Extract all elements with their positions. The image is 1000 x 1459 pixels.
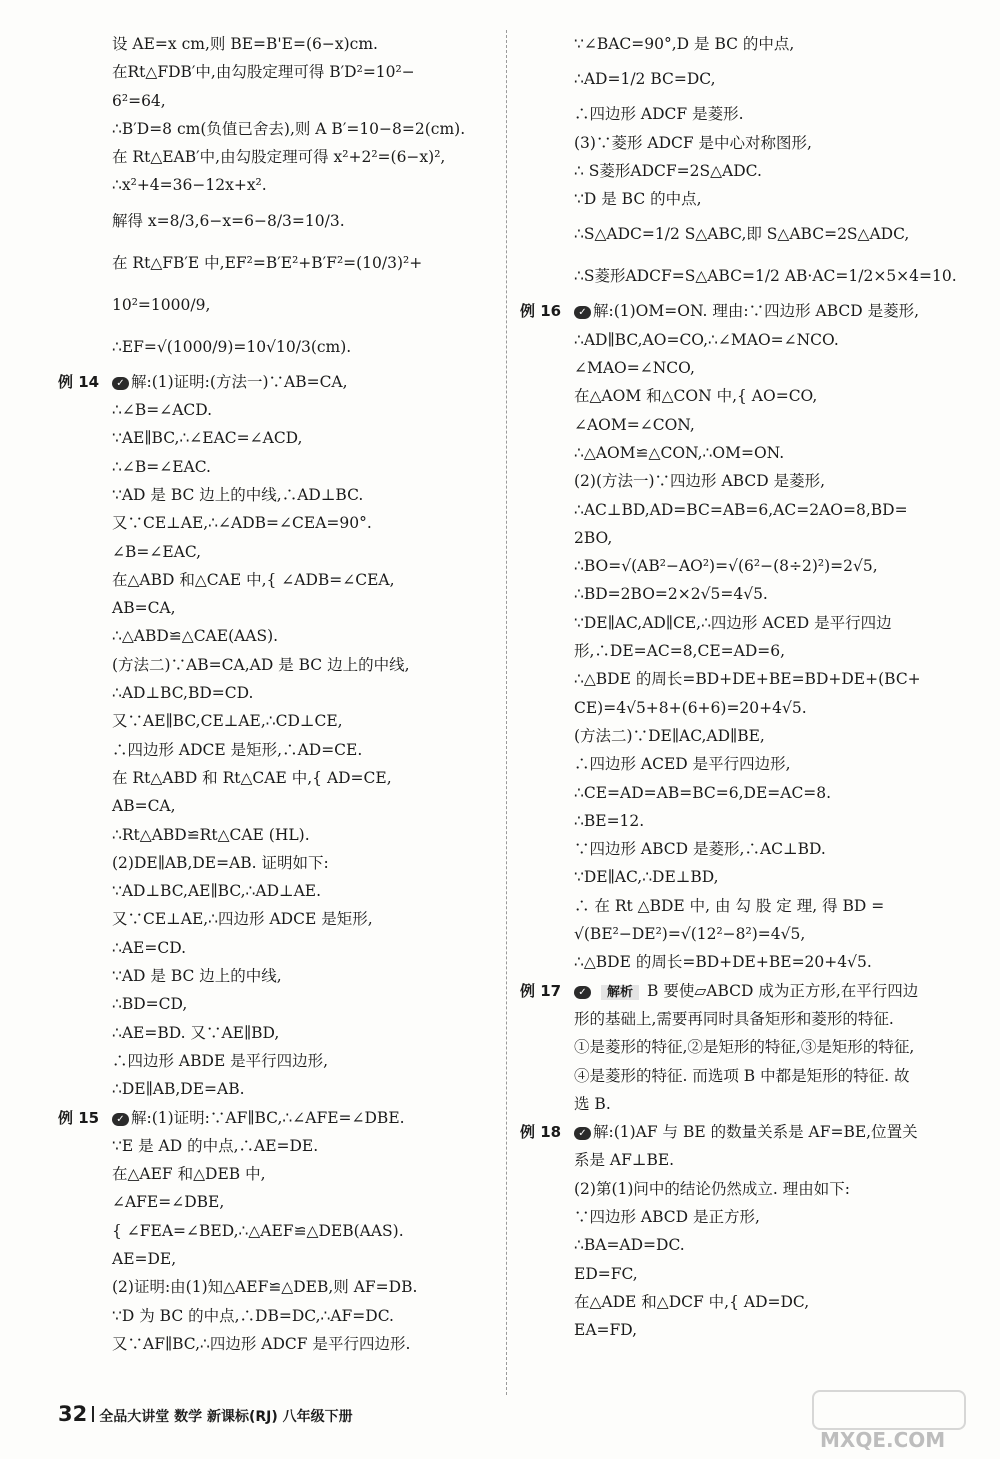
solution-line xyxy=(58,326,498,368)
solution-text: ∴四边形 ABDE 是平行四边形, xyxy=(112,1051,329,1070)
solution-text: ∠MAO=∠NCO, xyxy=(574,359,695,378)
solution-line xyxy=(520,1146,965,1174)
solution-text: (方法二)∵AB=CA,AD 是 BC 边上的中线, xyxy=(112,655,410,674)
solution-text: ∴CE=AD=AB=BC=6,DE=AC=8. xyxy=(574,783,832,802)
solution-line xyxy=(520,694,965,722)
solution-text-wrap xyxy=(58,712,343,730)
left-column xyxy=(58,30,498,1358)
solution-text-wrap xyxy=(58,1109,405,1127)
solution-text: √(BE²−DE²)=√(12²−8²)=4√5, xyxy=(574,925,806,944)
solution-line xyxy=(520,439,965,467)
solution-text-wrap xyxy=(520,225,909,243)
column-divider xyxy=(506,30,507,1395)
solution-line xyxy=(58,424,498,452)
solution-text-wrap xyxy=(58,656,410,674)
solution-text-wrap xyxy=(58,684,253,702)
solution-text-wrap xyxy=(58,769,392,787)
solution-text-wrap xyxy=(58,627,278,645)
solution-line xyxy=(520,580,965,608)
solution-text-wrap xyxy=(520,416,695,434)
solution-text-wrap xyxy=(58,35,378,53)
solution-text-wrap xyxy=(58,176,267,194)
solution-text-wrap xyxy=(520,331,839,349)
check-icon: ✓ xyxy=(112,377,129,390)
solution-text: 设 AE=x cm,则 BE=B'E=(6−x)cm. xyxy=(112,35,378,53)
solution-line xyxy=(58,934,498,962)
solution-text-wrap xyxy=(520,614,892,632)
solution-text-wrap xyxy=(58,826,310,844)
solution-line xyxy=(520,1316,965,1344)
solution-text: 系是 AF⊥BE. xyxy=(574,1151,675,1170)
page-number: 32 xyxy=(58,1402,88,1426)
example-label: 例 15 xyxy=(58,1108,100,1127)
solution-text-wrap xyxy=(520,35,794,53)
solution-text-wrap xyxy=(58,797,176,815)
solution-text: ∴BE=12. xyxy=(574,811,645,830)
example-heading-line xyxy=(520,297,965,325)
solution-text: (2)证明:由(1)知△AEF≌△DEB,则 AF=DB. xyxy=(112,1278,418,1297)
solution-line xyxy=(58,877,498,905)
solution-line xyxy=(520,552,965,580)
solution-text: 解:(1)AF 与 BE 的数量关系是 AF=BE,位置关 xyxy=(593,1123,918,1142)
solution-line xyxy=(520,1231,965,1259)
solution-text: ∴AD⊥BC,BD=CD. xyxy=(112,684,254,703)
solution-text: ∵D 为 BC 的中点,∴DB=DC,∴AF=DC. xyxy=(112,1306,394,1325)
example-label: 例 16 xyxy=(520,302,562,321)
solution-line xyxy=(58,1217,498,1245)
solution-line xyxy=(520,1033,965,1061)
solution-text: ∴ S菱形ADCF=2S△ADC. xyxy=(574,161,762,180)
solution-line xyxy=(58,990,498,1018)
solution-text-wrap xyxy=(58,92,166,110)
solution-text-wrap xyxy=(520,359,695,377)
solution-line xyxy=(520,354,965,382)
solution-line xyxy=(58,1047,498,1075)
check-icon: ✓ xyxy=(574,306,591,319)
solution-text: ∵AE∥BC,∴∠EAC=∠ACD, xyxy=(112,429,303,448)
solution-text-wrap xyxy=(58,910,373,928)
solution-text-wrap xyxy=(58,120,465,138)
solution-text-wrap xyxy=(58,254,422,272)
solution-line xyxy=(58,1075,498,1103)
solution-text-wrap xyxy=(520,557,878,575)
solution-text-wrap xyxy=(58,1052,328,1070)
solution-line xyxy=(58,87,498,115)
solution-text-wrap xyxy=(520,1151,674,1169)
solution-line xyxy=(520,863,965,891)
solution-line xyxy=(58,284,498,326)
solution-line xyxy=(520,920,965,948)
solution-text: AB=CA, xyxy=(112,797,176,816)
solution-text: ∴BA=AD=DC. xyxy=(574,1236,685,1255)
solution-text: AB=CA, xyxy=(112,599,176,618)
solution-text: 形的基础上,需要再同时具备矩形和菱形的特征. xyxy=(574,1009,894,1028)
solution-text-wrap xyxy=(520,1236,685,1254)
solution-text-wrap xyxy=(520,840,826,858)
solution-text-wrap xyxy=(58,1278,417,1296)
solution-text-wrap xyxy=(58,1335,410,1353)
solution-text-wrap xyxy=(58,212,345,230)
solution-text: 在△ADE 和△DCF 中,{ AD=DC, xyxy=(574,1292,810,1311)
solution-text-wrap xyxy=(520,105,744,123)
solution-text: ∴S菱形ADCF=S△ABC=1/2 AB·AC=1/2×5×4=10. xyxy=(574,267,957,286)
example-heading-line xyxy=(58,368,498,396)
solution-text-wrap xyxy=(520,1067,909,1085)
solution-text-wrap xyxy=(58,1137,318,1155)
solution-text-wrap xyxy=(520,953,872,971)
solution-text: ∵AD 是 BC 边上的中线,∴AD⊥BC. xyxy=(112,485,364,504)
solution-line xyxy=(58,1245,498,1273)
solution-text-wrap xyxy=(520,1293,809,1311)
solution-text-wrap xyxy=(58,458,211,476)
solution-line xyxy=(520,1005,965,1033)
solution-text: 在△AEF 和△DEB 中, xyxy=(112,1165,266,1184)
solution-text-wrap xyxy=(58,854,329,872)
solution-text-wrap xyxy=(520,755,791,773)
solution-line xyxy=(520,30,965,58)
solution-line xyxy=(58,849,498,877)
solution-text: 在 Rt△ABD 和 Rt△CAE 中,{ AD=CE, xyxy=(112,768,392,787)
solution-line xyxy=(520,157,965,185)
solution-line xyxy=(520,326,965,354)
solution-line xyxy=(520,665,965,693)
solution-text: 选 B. xyxy=(574,1094,611,1113)
solution-line xyxy=(58,1160,498,1188)
solution-line xyxy=(58,200,498,242)
solution-text: ∵AD⊥BC,AE∥BC,∴AD⊥AE. xyxy=(112,882,322,901)
solution-line xyxy=(520,722,965,750)
solution-text: 10²=1000/9, xyxy=(112,295,211,314)
solution-line xyxy=(58,707,498,735)
solution-text: EA=FD, xyxy=(574,1321,638,1340)
example-label: 例 18 xyxy=(520,1123,562,1142)
solution-text-wrap xyxy=(520,529,612,547)
analysis-tag: 解析 xyxy=(601,985,639,1000)
solution-text: ∠B=∠EAC, xyxy=(112,542,202,561)
solution-text-wrap xyxy=(520,1321,637,1339)
watermark-logo-icon xyxy=(812,1390,966,1430)
solution-text: ∵四边形 ABCD 是菱形,∴AC⊥BD. xyxy=(574,840,826,859)
solution-text-wrap xyxy=(520,444,784,462)
solution-line xyxy=(520,1203,965,1231)
solution-text: ∴四边形 ACED 是平行四边形, xyxy=(574,755,791,774)
solution-text: 在 Rt△EAB′中,由勾股定理可得 x²+2²=(6−x)², xyxy=(112,148,446,167)
solution-text: ∴AD=1/2 BC=DC, xyxy=(574,70,716,89)
solution-text-wrap xyxy=(520,162,762,180)
watermark-text: MXQE.COM xyxy=(820,1428,946,1452)
example-label: 例 17 xyxy=(520,981,562,1000)
solution-line xyxy=(58,396,498,424)
solution-line xyxy=(58,1273,498,1301)
site-watermark xyxy=(812,1390,977,1452)
solution-text-wrap xyxy=(58,514,372,532)
solution-text: ∴AD∥BC,AO=CO,∴∠MAO=∠NCO. xyxy=(574,330,839,349)
solution-text: 解:(1)证明:(方法一)∵AB=CA, xyxy=(131,372,348,391)
solution-line xyxy=(58,143,498,171)
solution-text: ∴△AOM≌△CON,∴OM=ON. xyxy=(574,443,785,462)
check-icon: ✓ xyxy=(574,1127,591,1140)
solution-line xyxy=(520,100,965,128)
page-footer xyxy=(58,1402,353,1426)
example-heading-line xyxy=(520,1118,965,1146)
solution-text-wrap xyxy=(58,741,362,759)
solution-text-wrap xyxy=(58,63,415,81)
solution-text: ∴EF=√(1000/9)=10√10/3(cm). xyxy=(112,337,352,356)
solution-text: 2BO, xyxy=(574,528,613,547)
solution-line xyxy=(520,637,965,665)
solution-text-wrap xyxy=(58,1193,224,1211)
solution-text: ∴AC⊥BD,AD=BC=AB=6,AC=2AO=8,BD= xyxy=(574,500,908,519)
solution-text-wrap xyxy=(520,134,812,152)
solution-line xyxy=(520,835,965,863)
solution-text: 在Rt△FDB′中,由勾股定理可得 B′D²=10²− xyxy=(112,63,415,82)
solution-text: ∵∠BAC=90°,D 是 BC 的中点, xyxy=(574,35,795,53)
right-column xyxy=(520,30,965,1344)
solution-text-wrap xyxy=(520,812,644,830)
solution-text: ∴∠B=∠EAC. xyxy=(112,457,211,476)
solution-text-wrap xyxy=(520,1038,914,1056)
solution-text: ∴ 在 Rt △BDE 中, 由 勾 股 定 理, 得 BD = xyxy=(574,896,885,915)
solution-line xyxy=(58,453,498,481)
solution-text-wrap xyxy=(58,1024,279,1042)
solution-line xyxy=(58,115,498,143)
solution-text: 又∵CE⊥AE,∴四边形 ADCE 是矩形, xyxy=(112,910,373,929)
solution-text: ∴△BDE 的周长=BD+DE+BE=20+4√5. xyxy=(574,953,872,972)
solution-text-wrap xyxy=(520,1265,638,1283)
solution-line xyxy=(58,30,498,58)
solution-text: ∵四边形 ABCD 是正方形, xyxy=(574,1207,760,1226)
solution-text: (3)∵菱形 ADCF 是中心对称图形, xyxy=(574,133,812,152)
solution-line xyxy=(58,538,498,566)
solution-text-wrap xyxy=(520,1208,760,1226)
solution-text: ∴S△ADC=1/2 S△ABC,即 S△ABC=2S△ADC, xyxy=(574,225,910,244)
solution-line xyxy=(58,566,498,594)
solution-line xyxy=(58,1188,498,1216)
example-label: 例 14 xyxy=(58,372,100,391)
solution-line xyxy=(520,496,965,524)
solution-line xyxy=(58,651,498,679)
solution-line xyxy=(520,1260,965,1288)
solution-text-wrap xyxy=(520,70,716,88)
solution-line xyxy=(58,594,498,622)
solution-line xyxy=(520,255,965,297)
solution-text-wrap xyxy=(520,784,831,802)
solution-text: B 要使▱ABCD 成为正方形,在平行四边 xyxy=(647,981,919,1000)
solution-text: ∠AOM=∠CON, xyxy=(574,415,695,434)
solution-text-wrap xyxy=(520,585,768,603)
solution-text: (2)(方法一)∵四边形 ABCD 是菱形, xyxy=(574,472,825,491)
solution-text-wrap xyxy=(520,897,884,915)
solution-text: CE)=4√5+8+(6+6)=20+4√5. xyxy=(574,698,807,717)
solution-text-wrap xyxy=(520,868,719,886)
solution-line xyxy=(58,764,498,792)
solution-line xyxy=(520,129,965,157)
solution-text-wrap xyxy=(520,1095,611,1113)
solution-line xyxy=(58,736,498,764)
solution-line xyxy=(58,962,498,990)
solution-text: ∴Rt△ABD≌Rt△CAE (HL). xyxy=(112,825,310,844)
solution-line xyxy=(58,905,498,933)
solution-line xyxy=(58,509,498,537)
solution-line xyxy=(58,58,498,86)
solution-line xyxy=(520,185,965,213)
solution-line xyxy=(58,1132,498,1160)
solution-line xyxy=(58,1019,498,1047)
solution-text-wrap xyxy=(58,1250,176,1268)
solution-text-wrap xyxy=(520,190,702,208)
example-heading-line xyxy=(520,977,965,1005)
solution-text: ∵D 是 BC 的中点, xyxy=(574,190,702,209)
solution-text-wrap xyxy=(520,699,807,717)
solution-text: ④是菱形的特征. 而选项 B 中都是矩形的特征. 故 xyxy=(574,1066,910,1085)
solution-line xyxy=(520,524,965,552)
solution-text: ∴BD=2BO=2×2√5=4√5. xyxy=(574,585,768,604)
solution-text-wrap xyxy=(58,967,282,985)
solution-text-wrap xyxy=(58,543,201,561)
solution-line xyxy=(520,750,965,778)
solution-text-wrap xyxy=(520,267,957,285)
solution-text: (2)第(1)问中的结论仍然成立. 理由如下: xyxy=(574,1179,850,1198)
solution-text: 解:(1)OM=ON. 理由:∵四边形 ABCD 是菱形, xyxy=(593,302,920,321)
solution-text-wrap xyxy=(520,642,785,660)
solution-line xyxy=(520,892,965,920)
solution-text-wrap xyxy=(58,1307,394,1325)
solution-text: ∵E 是 AD 的中点,∴AE=DE. xyxy=(112,1136,319,1155)
solution-text: 在 Rt△FB′E 中,EF²=B′E²+B′F²=(10/3)²+ xyxy=(112,253,423,272)
solution-text-wrap xyxy=(58,401,212,419)
solution-text-wrap xyxy=(58,338,351,356)
solution-line xyxy=(520,948,965,976)
solution-line xyxy=(58,242,498,284)
solution-text: 解得 x=8/3,6−x=6−8/3=10/3. xyxy=(112,211,345,230)
solution-text: ∴四边形 ADCE 是矩形,∴AD=CE. xyxy=(112,740,363,759)
footer-separator xyxy=(92,1406,94,1422)
solution-line xyxy=(58,792,498,820)
solution-text: ∵AD 是 BC 边上的中线, xyxy=(112,967,282,986)
solution-text-wrap xyxy=(520,302,919,320)
solution-text: ∵DE∥AC,∴DE⊥BD, xyxy=(574,868,719,887)
solution-text: AE=DE, xyxy=(112,1249,177,1268)
solution-text-wrap xyxy=(58,148,445,166)
solution-text: 形,∴DE=AC=8,CE=AD=6, xyxy=(574,642,786,661)
solution-text-wrap xyxy=(58,296,210,314)
solution-text: ∵DE∥AC,AD∥CE,∴四边形 ACED 是平行四边 xyxy=(574,613,892,632)
solution-text: { ∠FEA=∠BED,∴△AEF≌△DEB(AAS). xyxy=(112,1221,404,1240)
solution-text: 又∵AE∥BC,CE⊥AE,∴CD⊥CE, xyxy=(112,712,343,731)
solution-text: ∴BD=CD, xyxy=(112,995,188,1014)
solution-line xyxy=(58,679,498,707)
solution-line xyxy=(520,1062,965,1090)
solution-text-wrap xyxy=(520,727,765,745)
solution-text: ∠AFE=∠DBE, xyxy=(112,1193,225,1212)
solution-line xyxy=(520,382,965,410)
solution-line xyxy=(520,411,965,439)
solution-text: ∴x²+4=36−12x+x². xyxy=(112,176,267,195)
solution-text-wrap xyxy=(520,670,921,688)
solution-text: 6²=64, xyxy=(112,91,166,110)
solution-text: (方法二)∵DE∥AC,AD∥BE, xyxy=(574,726,765,745)
solution-text-wrap xyxy=(58,373,348,391)
solution-line xyxy=(58,171,498,199)
check-icon: ✓ xyxy=(574,986,591,999)
solution-text-wrap xyxy=(520,387,817,405)
example-heading-line xyxy=(58,1104,498,1132)
solution-line xyxy=(58,481,498,509)
solution-text-wrap xyxy=(58,882,321,900)
solution-line xyxy=(58,1302,498,1330)
solution-text: ∴BO=√(AB²−AO²)=√(6²−(8÷2)²)=2√5, xyxy=(574,557,878,576)
solution-line xyxy=(58,622,498,650)
solution-text: ∴△BDE 的周长=BD+DE+BE=BD+DE+(BC+ xyxy=(574,670,921,689)
solution-text: 在△ABD 和△CAE 中,{ ∠ADB=∠CEA, xyxy=(112,570,395,589)
solution-text-wrap xyxy=(520,1180,850,1198)
solution-text-wrap xyxy=(58,1080,245,1098)
solution-text-wrap xyxy=(520,1123,918,1141)
solution-text-wrap xyxy=(520,925,805,943)
solution-line xyxy=(520,467,965,495)
solution-text-wrap xyxy=(58,486,363,504)
solution-text: ED=FC, xyxy=(574,1264,638,1283)
solution-line xyxy=(520,1175,965,1203)
solution-text: 又∵CE⊥AE,∴∠ADB=∠CEA=90°. xyxy=(112,514,372,533)
solution-line xyxy=(520,609,965,637)
solution-line xyxy=(520,1288,965,1316)
solution-text-wrap xyxy=(58,1222,404,1240)
book-title: 全品大讲堂 数学 新课标(RJ) 八年级下册 xyxy=(99,1409,353,1425)
solution-text: 解:(1)证明:∵AF∥BC,∴∠AFE=∠DBE. xyxy=(131,1108,405,1127)
solution-line xyxy=(58,1330,498,1358)
solution-text: ∴AE=CD. xyxy=(112,938,187,957)
solution-line xyxy=(520,1090,965,1118)
solution-text-wrap xyxy=(58,571,395,589)
solution-text: ∴四边形 ADCF 是菱形. xyxy=(574,105,744,124)
solution-text-wrap xyxy=(520,501,908,519)
solution-text: 又∵AF∥BC,∴四边形 ADCF 是平行四边形. xyxy=(112,1334,411,1353)
solution-text-wrap xyxy=(58,429,303,447)
solution-text: ∴AE=BD. 又∵AE∥BD, xyxy=(112,1023,280,1042)
solution-text-wrap xyxy=(58,1165,266,1183)
solution-text: ①是菱形的特征,②是矩形的特征,③是矩形的特征, xyxy=(574,1038,915,1057)
solution-text: ∴B′D=8 cm(负值已舍去),则 A B′=10−8=2(cm). xyxy=(112,119,466,138)
check-icon: ✓ xyxy=(112,1113,129,1126)
solution-line xyxy=(520,213,965,255)
solution-text: ∴∠B=∠ACD. xyxy=(112,401,213,420)
solution-line xyxy=(58,821,498,849)
solution-text-wrap xyxy=(520,1010,894,1028)
solution-text: ∴△ABD≌△CAE(AAS). xyxy=(112,627,279,646)
solution-text-wrap xyxy=(520,472,825,490)
solution-text-wrap xyxy=(520,982,918,1000)
solution-line xyxy=(520,807,965,835)
solution-text: (2)DE∥AB,DE=AB. 证明如下: xyxy=(112,853,329,872)
solution-text: 在△AOM 和△CON 中,{ AO=CO, xyxy=(574,387,818,406)
solution-text-wrap xyxy=(58,939,186,957)
solution-line xyxy=(520,58,965,100)
solution-text-wrap xyxy=(58,995,187,1013)
solution-line xyxy=(520,779,965,807)
solution-text-wrap xyxy=(58,599,176,617)
solution-text: ∴DE∥AB,DE=AB. xyxy=(112,1080,245,1099)
